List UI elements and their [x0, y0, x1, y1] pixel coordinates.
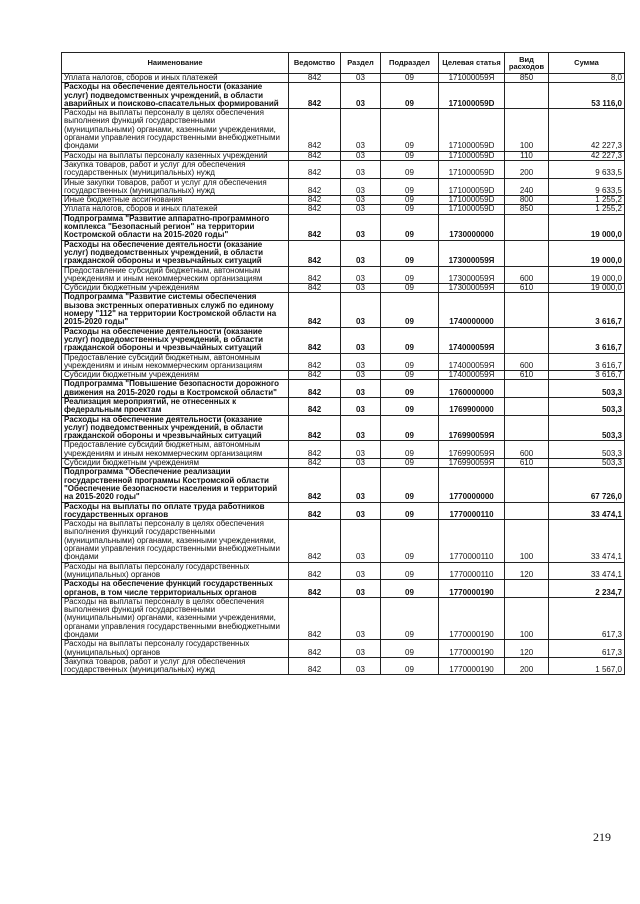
table-row [62, 327, 625, 353]
cell-dept: 842 [289, 293, 341, 327]
cell-name: Предоставление субсидий бюджетным, автономным учреждениям и иным некоммерческим организациям [62, 353, 289, 371]
cell-expense [505, 397, 549, 415]
cell-subsection: 09 [381, 83, 439, 109]
cell-section: 03 [341, 74, 381, 83]
cell-target: 171000059D [439, 205, 505, 214]
cell-name: Предоставление субсидий бюджетным, автономным учреждениям и иным некоммерческим организациям [62, 441, 289, 459]
cell-dept: 842 [289, 597, 341, 639]
cell-dept: 842 [289, 266, 341, 284]
cell-section: 03 [341, 502, 381, 520]
table-row [62, 178, 625, 196]
cell-expense: 600 [505, 266, 549, 284]
header-sum: Сумма [549, 53, 625, 74]
cell-dept: 842 [289, 397, 341, 415]
cell-sum: 3 616,7 [549, 293, 625, 327]
cell-sum: 19 000,0 [549, 284, 625, 293]
table-row [62, 380, 625, 398]
table-row [62, 266, 625, 284]
cell-target: 171000059D [439, 178, 505, 196]
cell-name: Иные бюджетные ассигнования [62, 196, 289, 205]
cell-name: Расходы на обеспечение деятельности (оказание услуг) подведомственных учреждений, в области аварийных и поисково-спасательных формирований [62, 83, 289, 109]
cell-sum: 42 227,3 [549, 151, 625, 160]
cell-target: 1770000110 [439, 562, 505, 580]
cell-expense: 110 [505, 151, 549, 160]
cell-name: Подпрограмма "Развитие аппаратно-программного комплекса "Безопасный регион" на территории Костромской области на 2015-2020 годы" [62, 214, 289, 240]
cell-section: 03 [341, 83, 381, 109]
cell-name: Расходы на обеспечение деятельности (оказание услуг) подведомственных учреждений, в области гражданской обороны и чрезвычайных ситуаций [62, 415, 289, 441]
cell-section: 03 [341, 520, 381, 562]
budget-page [61, 52, 624, 675]
cell-expense: 100 [505, 520, 549, 562]
cell-subsection: 09 [381, 502, 439, 520]
cell-dept: 842 [289, 459, 341, 468]
cell-target: 1770000110 [439, 502, 505, 520]
header-target: Целевая статья [439, 53, 505, 74]
table-row [62, 353, 625, 371]
cell-dept: 842 [289, 520, 341, 562]
table-row [62, 415, 625, 441]
cell-expense: 610 [505, 371, 549, 380]
cell-section: 03 [341, 640, 381, 658]
cell-sum: 503,3 [549, 380, 625, 398]
cell-section: 03 [341, 459, 381, 468]
cell-target: 171000059D [439, 83, 505, 109]
cell-section: 03 [341, 214, 381, 240]
cell-name: Расходы на выплаты персоналу казенных учреждений [62, 151, 289, 160]
cell-name: Расходы на выплаты по оплате труда работников государственных органов [62, 502, 289, 520]
cell-expense [505, 327, 549, 353]
cell-sum: 3 616,7 [549, 327, 625, 353]
cell-subsection: 09 [381, 468, 439, 502]
table-row [62, 502, 625, 520]
cell-section: 03 [341, 160, 381, 178]
cell-section: 03 [341, 109, 381, 151]
table-row [62, 468, 625, 502]
cell-target: 171000059D [439, 109, 505, 151]
cell-name: Расходы на выплаты персоналу в целях обеспечения выполнения функций государственными (муниципальными) органами, казенными учреждениями, органами управления государственными внебюджетными фондами [62, 109, 289, 151]
cell-target: 1770000000 [439, 468, 505, 502]
cell-sum: 67 726,0 [549, 468, 625, 502]
cell-name: Подпрограмма "Обеспечение реализации государственной программы Костромской области "Обеспечение безопасности населения и территорий на 2015-2020 годы" [62, 468, 289, 502]
cell-expense: 610 [505, 284, 549, 293]
cell-section: 03 [341, 468, 381, 502]
cell-expense: 100 [505, 109, 549, 151]
cell-expense: 600 [505, 353, 549, 371]
cell-target: 1760000000 [439, 380, 505, 398]
cell-name: Субсидии бюджетным учреждениям [62, 459, 289, 468]
cell-target: 176990059Я [439, 415, 505, 441]
cell-subsection: 09 [381, 580, 439, 598]
cell-section: 03 [341, 371, 381, 380]
cell-subsection: 09 [381, 640, 439, 658]
cell-dept: 842 [289, 205, 341, 214]
cell-target: 176990059Я [439, 441, 505, 459]
cell-target: 1730000000 [439, 214, 505, 240]
table-row [62, 562, 625, 580]
header-dept: Ведомство [289, 53, 341, 74]
cell-expense [505, 83, 549, 109]
cell-name: Иные закупки товаров, работ и услуг для обеспечения государственных (муниципальных) нужд [62, 178, 289, 196]
cell-expense [505, 293, 549, 327]
cell-name: Расходы на обеспечение деятельности (оказание услуг) подведомственных учреждений, в области гражданской обороны и чрезвычайных ситуаций [62, 327, 289, 353]
cell-section: 03 [341, 353, 381, 371]
cell-dept: 842 [289, 468, 341, 502]
cell-target: 1770000190 [439, 657, 505, 675]
cell-target: 174000059Я [439, 327, 505, 353]
cell-target: 171000059D [439, 160, 505, 178]
table-row [62, 109, 625, 151]
cell-name: Закупка товаров, работ и услуг для обеспечения государственных (муниципальных) нужд [62, 160, 289, 178]
cell-subsection: 09 [381, 74, 439, 83]
cell-dept: 842 [289, 380, 341, 398]
table-row [62, 160, 625, 178]
cell-sum: 503,3 [549, 459, 625, 468]
cell-dept: 842 [289, 640, 341, 658]
cell-sum: 503,3 [549, 441, 625, 459]
cell-target: 174000059Я [439, 353, 505, 371]
cell-sum: 503,3 [549, 415, 625, 441]
cell-subsection: 09 [381, 459, 439, 468]
cell-name: Расходы на обеспечение функций государственных органов, в том числе территориальных органов [62, 580, 289, 598]
budget-table [61, 52, 625, 675]
cell-subsection: 09 [381, 371, 439, 380]
cell-sum: 8,0 [549, 74, 625, 83]
table-row [62, 240, 625, 266]
cell-subsection: 09 [381, 327, 439, 353]
cell-dept: 842 [289, 160, 341, 178]
cell-sum: 19 000,0 [549, 214, 625, 240]
table-row [62, 293, 625, 327]
header-subsection: Подраздел [381, 53, 439, 74]
cell-target: 1770000190 [439, 597, 505, 639]
cell-subsection: 09 [381, 520, 439, 562]
cell-target: 174000059Я [439, 371, 505, 380]
cell-name: Предоставление субсидий бюджетным, автономным учреждениям и иным некоммерческим организациям [62, 266, 289, 284]
cell-target: 176990059Я [439, 459, 505, 468]
cell-expense [505, 580, 549, 598]
cell-name: Расходы на выплаты персоналу в целях обеспечения выполнения функций государственными (муниципальными) органами, казенными учреждениями, органами управления государственными внебюджетными фондами [62, 520, 289, 562]
cell-section: 03 [341, 380, 381, 398]
cell-sum: 1 255,2 [549, 205, 625, 214]
cell-dept: 842 [289, 83, 341, 109]
cell-sum: 617,3 [549, 597, 625, 639]
cell-name: Подпрограмма "Повышение безопасности дорожного движения на 2015-2020 годы в Костромской области" [62, 380, 289, 398]
cell-sum: 2 234,7 [549, 580, 625, 598]
cell-name: Расходы на обеспечение деятельности (оказание услуг) подведомственных учреждений, в области гражданской обороны и чрезвычайных ситуаций [62, 240, 289, 266]
cell-subsection: 09 [381, 205, 439, 214]
cell-dept: 842 [289, 657, 341, 675]
cell-subsection: 09 [381, 293, 439, 327]
cell-sum: 3 616,7 [549, 371, 625, 380]
header-name: Наименование [62, 53, 289, 74]
cell-expense: 240 [505, 178, 549, 196]
cell-subsection: 09 [381, 657, 439, 675]
table-row [62, 205, 625, 214]
cell-dept: 842 [289, 240, 341, 266]
cell-subsection: 09 [381, 597, 439, 639]
cell-dept: 842 [289, 74, 341, 83]
cell-target: 171000059D [439, 196, 505, 205]
cell-section: 03 [341, 562, 381, 580]
cell-subsection: 09 [381, 397, 439, 415]
cell-expense [505, 468, 549, 502]
cell-sum: 9 633,5 [549, 178, 625, 196]
cell-section: 03 [341, 293, 381, 327]
cell-subsection: 09 [381, 178, 439, 196]
cell-sum: 33 474,1 [549, 520, 625, 562]
cell-section: 03 [341, 580, 381, 598]
cell-expense [505, 502, 549, 520]
cell-target: 171000059D [439, 151, 505, 160]
cell-subsection: 09 [381, 353, 439, 371]
cell-sum: 3 616,7 [549, 353, 625, 371]
table-row [62, 74, 625, 83]
cell-target: 173000059Я [439, 240, 505, 266]
cell-subsection: 09 [381, 266, 439, 284]
cell-section: 03 [341, 205, 381, 214]
cell-expense: 610 [505, 459, 549, 468]
cell-dept: 842 [289, 214, 341, 240]
cell-sum: 503,3 [549, 397, 625, 415]
cell-section: 03 [341, 327, 381, 353]
cell-sum: 53 116,0 [549, 83, 625, 109]
page-number: 219 [593, 830, 611, 844]
cell-dept: 842 [289, 109, 341, 151]
table-header-row [62, 53, 625, 74]
cell-sum: 1 567,0 [549, 657, 625, 675]
cell-target: 1770000190 [439, 640, 505, 658]
cell-section: 03 [341, 415, 381, 441]
cell-dept: 842 [289, 327, 341, 353]
header-section: Раздел [341, 53, 381, 74]
table-row [62, 83, 625, 109]
cell-name: Закупка товаров, работ и услуг для обеспечения государственных (муниципальных) нужд [62, 657, 289, 675]
cell-section: 03 [341, 151, 381, 160]
cell-sum: 19 000,0 [549, 266, 625, 284]
cell-expense: 200 [505, 657, 549, 675]
cell-expense: 200 [505, 160, 549, 178]
cell-dept: 842 [289, 196, 341, 205]
cell-subsection: 09 [381, 151, 439, 160]
cell-expense [505, 214, 549, 240]
cell-subsection: 09 [381, 415, 439, 441]
cell-target: 1770000190 [439, 580, 505, 598]
cell-sum: 42 227,3 [549, 109, 625, 151]
cell-name: Реализация мероприятий, не отнесенных к федеральным проектам [62, 397, 289, 415]
cell-target: 171000059Я [439, 74, 505, 83]
cell-name: Субсидии бюджетным учреждениям [62, 371, 289, 380]
cell-dept: 842 [289, 151, 341, 160]
cell-expense: 800 [505, 196, 549, 205]
table-row [62, 520, 625, 562]
cell-section: 03 [341, 441, 381, 459]
cell-sum: 1 255,2 [549, 196, 625, 205]
cell-target: 1740000000 [439, 293, 505, 327]
cell-name: Уплата налогов, сборов и иных платежей [62, 74, 289, 83]
cell-dept: 842 [289, 284, 341, 293]
cell-subsection: 09 [381, 240, 439, 266]
header-expense: Вид расходов [505, 53, 549, 74]
cell-expense: 120 [505, 562, 549, 580]
table-row [62, 151, 625, 160]
cell-expense [505, 380, 549, 398]
cell-subsection: 09 [381, 284, 439, 293]
table-row [62, 597, 625, 639]
table-row [62, 459, 625, 468]
cell-dept: 842 [289, 178, 341, 196]
cell-section: 03 [341, 284, 381, 293]
table-row [62, 214, 625, 240]
cell-expense: 120 [505, 640, 549, 658]
cell-name: Субсидии бюджетным учреждениям [62, 284, 289, 293]
cell-name: Расходы на выплаты персоналу в целях обеспечения выполнения функций государственными (муниципальными) органами, казенными учреждениями, органами управления государственными внебюджетными фондами [62, 597, 289, 639]
cell-section: 03 [341, 266, 381, 284]
cell-name: Расходы на выплаты персоналу государственных (муниципальных) органов [62, 562, 289, 580]
cell-dept: 842 [289, 441, 341, 459]
table-row [62, 580, 625, 598]
cell-section: 03 [341, 178, 381, 196]
cell-dept: 842 [289, 580, 341, 598]
cell-subsection: 09 [381, 214, 439, 240]
cell-dept: 842 [289, 353, 341, 371]
cell-subsection: 09 [381, 441, 439, 459]
cell-name: Расходы на выплаты персоналу государственных (муниципальных) органов [62, 640, 289, 658]
cell-name: Уплата налогов, сборов и иных платежей [62, 205, 289, 214]
cell-target: 173000059Я [439, 266, 505, 284]
cell-sum: 33 474,1 [549, 502, 625, 520]
table-body [62, 74, 625, 675]
cell-section: 03 [341, 397, 381, 415]
cell-subsection: 09 [381, 562, 439, 580]
cell-section: 03 [341, 597, 381, 639]
table-row [62, 441, 625, 459]
cell-expense [505, 415, 549, 441]
cell-section: 03 [341, 196, 381, 205]
cell-dept: 842 [289, 562, 341, 580]
cell-expense: 850 [505, 74, 549, 83]
table-row [62, 371, 625, 380]
table-row [62, 284, 625, 293]
cell-section: 03 [341, 240, 381, 266]
cell-expense: 850 [505, 205, 549, 214]
cell-dept: 842 [289, 502, 341, 520]
cell-expense: 100 [505, 597, 549, 639]
cell-expense: 600 [505, 441, 549, 459]
cell-dept: 842 [289, 415, 341, 441]
table-row [62, 640, 625, 658]
cell-section: 03 [341, 657, 381, 675]
cell-target: 173000059Я [439, 284, 505, 293]
cell-subsection: 09 [381, 196, 439, 205]
table-row [62, 397, 625, 415]
cell-target: 1770000110 [439, 520, 505, 562]
cell-subsection: 09 [381, 160, 439, 178]
cell-dept: 842 [289, 371, 341, 380]
cell-name: Подпрограмма "Развитие системы обеспечения вызова экстренных оперативных служб по единому номеру "112" на территории Костромской области на 2015-2020 годы" [62, 293, 289, 327]
table-row [62, 657, 625, 675]
cell-sum: 33 474,1 [549, 562, 625, 580]
cell-subsection: 09 [381, 380, 439, 398]
cell-sum: 9 633,5 [549, 160, 625, 178]
cell-expense [505, 240, 549, 266]
cell-sum: 617,3 [549, 640, 625, 658]
cell-sum: 19 000,0 [549, 240, 625, 266]
cell-target: 1769900000 [439, 397, 505, 415]
table-row [62, 196, 625, 205]
cell-subsection: 09 [381, 109, 439, 151]
